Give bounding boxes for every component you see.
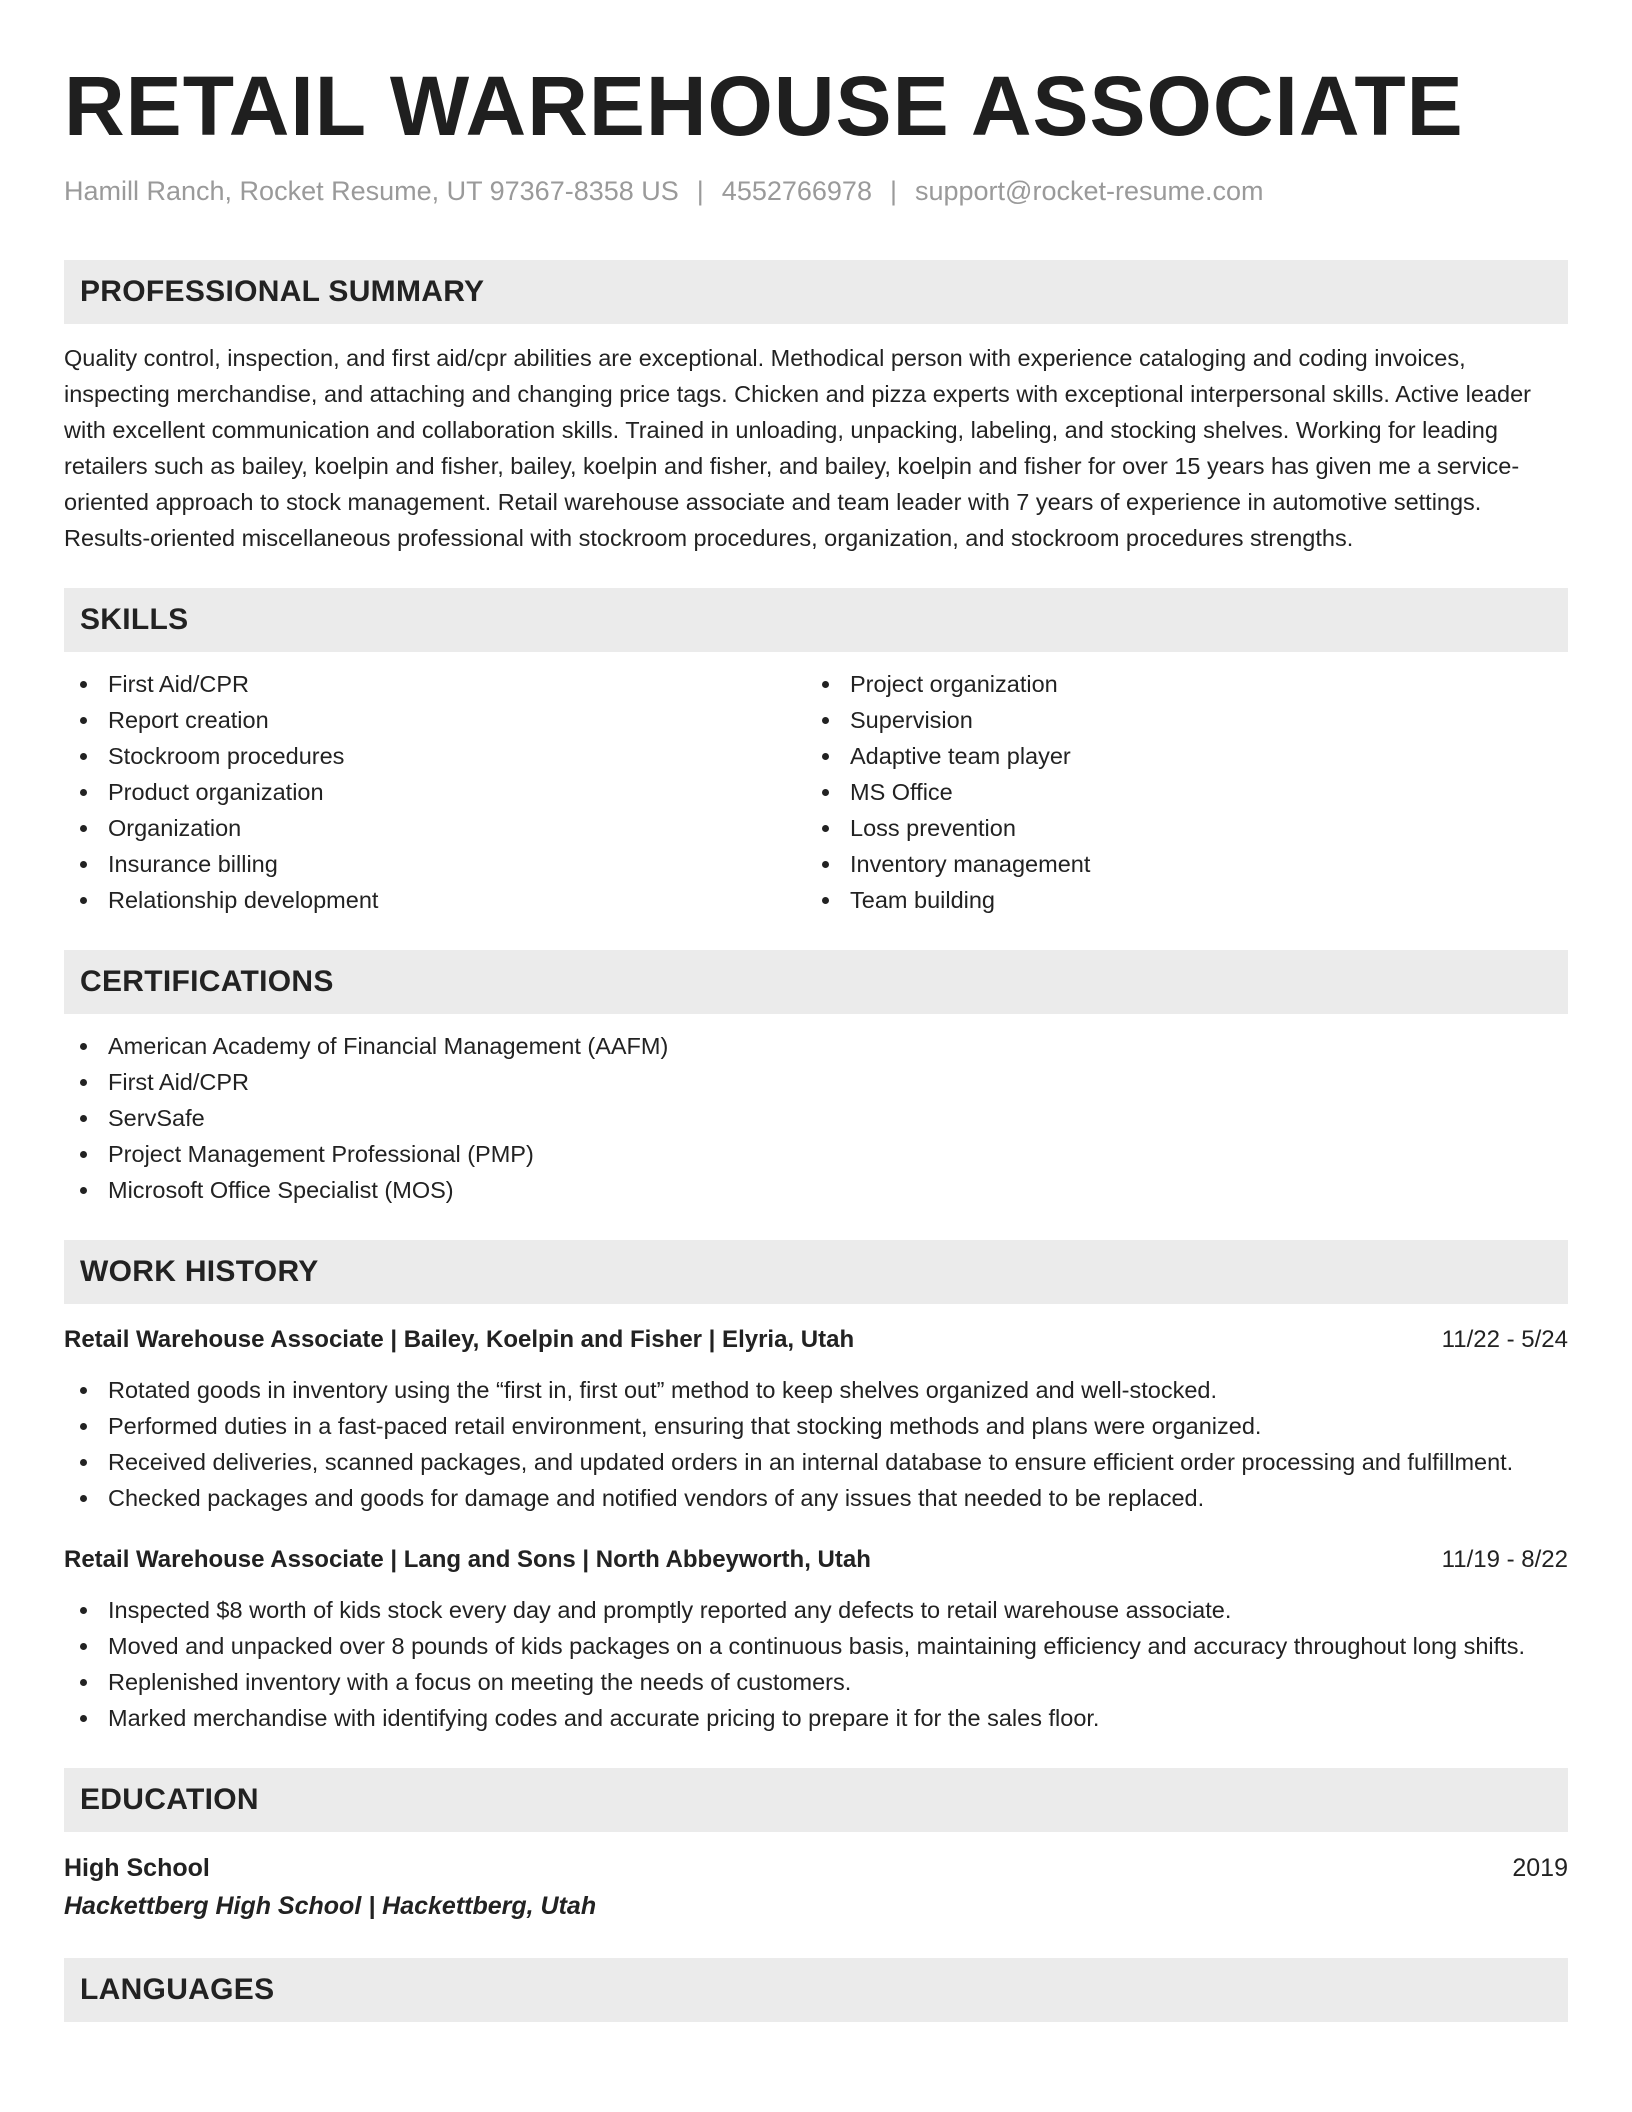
job-dates: 11/22 - 5/24 [1441, 1326, 1568, 1353]
skill-item: Inventory management [806, 846, 1548, 882]
skill-item: Insurance billing [64, 846, 806, 882]
job-header [64, 1542, 1568, 1578]
skill-item: First Aid/CPR [64, 666, 806, 702]
job-title: Retail Warehouse Associate | Lang and Sons | North Abbeyworth, Utah [64, 1546, 871, 1573]
contact-separator: | [696, 176, 704, 206]
education-year: 2019 [1512, 1854, 1568, 1882]
skill-item: Loss prevention [806, 810, 1548, 846]
certifications-heading: CERTIFICATIONS [64, 950, 1568, 1014]
duty-item: Checked packages and goods for damage and notified vendors of any issues that needed to be replaced. [64, 1480, 1568, 1516]
skill-item: Project organization [806, 666, 1548, 702]
certifications-list [64, 1028, 1568, 1208]
skill-item: Team building [806, 882, 1548, 918]
duty-item: Inspected $8 worth of kids stock every day and promptly reported any defects to retail warehouse associate. [64, 1592, 1568, 1628]
contact-address: Hamill Ranch, Rocket Resume, UT 97367-8358 US [64, 176, 679, 206]
education-heading: EDUCATION [64, 1768, 1568, 1832]
education-header [64, 1850, 1568, 1886]
summary-heading: PROFESSIONAL SUMMARY [64, 260, 1568, 324]
candidate-title: RETAIL WAREHOUSE ASSOCIATE [64, 59, 1464, 153]
duty-item: Performed duties in a fast-paced retail environment, ensuring that stocking methods and plans were organized. [64, 1408, 1568, 1444]
certification-item: First Aid/CPR [64, 1064, 1568, 1100]
contact-email: support@rocket-resume.com [914, 176, 1264, 206]
job-dates: 11/19 - 8/22 [1441, 1546, 1568, 1573]
education-degree: High School [64, 1854, 210, 1882]
skills-list-right [806, 666, 1548, 918]
certification-item: American Academy of Financial Management (AAFM) [64, 1028, 1568, 1064]
job-duties [64, 1592, 1568, 1736]
skills-list-left [64, 666, 806, 918]
skills-grid [64, 666, 1568, 918]
contact-line [64, 174, 1568, 208]
skill-item: Stockroom procedures [64, 738, 806, 774]
skill-item: Report creation [64, 702, 806, 738]
duty-item: Moved and unpacked over 8 pounds of kids packages on a continuous basis, maintaining efficiency and accuracy throughout long shifts. [64, 1628, 1568, 1664]
work-history-heading: WORK HISTORY [64, 1240, 1568, 1304]
job-title: Retail Warehouse Associate | Bailey, Koelpin and Fisher | Elyria, Utah [64, 1326, 855, 1353]
certification-item: Project Management Professional (PMP) [64, 1136, 1568, 1172]
skills-heading: SKILLS [64, 588, 1568, 652]
contact-separator: | [889, 176, 897, 206]
job-header [64, 1322, 1568, 1358]
certification-item: ServSafe [64, 1100, 1568, 1136]
skill-item: Relationship development [64, 882, 806, 918]
job-entry [64, 1322, 1568, 1516]
skill-item: Adaptive team player [806, 738, 1548, 774]
job-duties [64, 1372, 1568, 1516]
resume-content [64, 0, 1568, 2022]
skill-item: Organization [64, 810, 806, 846]
duty-item: Replenished inventory with a focus on meeting the needs of customers. [64, 1664, 1568, 1700]
skill-item: MS Office [806, 774, 1548, 810]
summary-text: Quality control, inspection, and first aid/cpr abilities are exceptional. Methodical person with experience cataloging and coding invoices, inspecting merchandise, and attaching and changing price tags. Chicken and pizza experts with exceptional interpersonal skills. Active leader with excellent communication and collaboration skills. Trained in unloading, unpacking, labeling, and stocking shelves. Working for leading retailers such as bailey, koelpin and fisher, bailey, koelpin and fisher, and bailey, koelpin and fisher for over 15 years has given me a service-oriented approach to stock management. Retail warehouse associate and team leader with 7 years of experience in automotive settings. Results-oriented miscellaneous professional with stockroom procedures, organization, and stockroom procedures strengths. [64, 345, 1531, 551]
duty-item: Received deliveries, scanned packages, and updated orders in an internal database to ensure efficient order processing and fulfillment. [64, 1444, 1568, 1480]
duty-item: Marked merchandise with identifying codes and accurate pricing to prepare it for the sales floor. [64, 1700, 1568, 1736]
skill-item: Product organization [64, 774, 806, 810]
languages-heading: LANGUAGES [64, 1958, 1568, 2022]
skill-item: Supervision [806, 702, 1548, 738]
contact-phone: 4552766978 [721, 176, 872, 206]
certification-item: Microsoft Office Specialist (MOS) [64, 1172, 1568, 1208]
duty-item: Rotated goods in inventory using the “first in, first out” method to keep shelves organized and well-stocked. [64, 1372, 1568, 1408]
job-entry [64, 1542, 1568, 1736]
education-school: Hackettberg High School | Hackettberg, Utah [64, 1892, 597, 1920]
